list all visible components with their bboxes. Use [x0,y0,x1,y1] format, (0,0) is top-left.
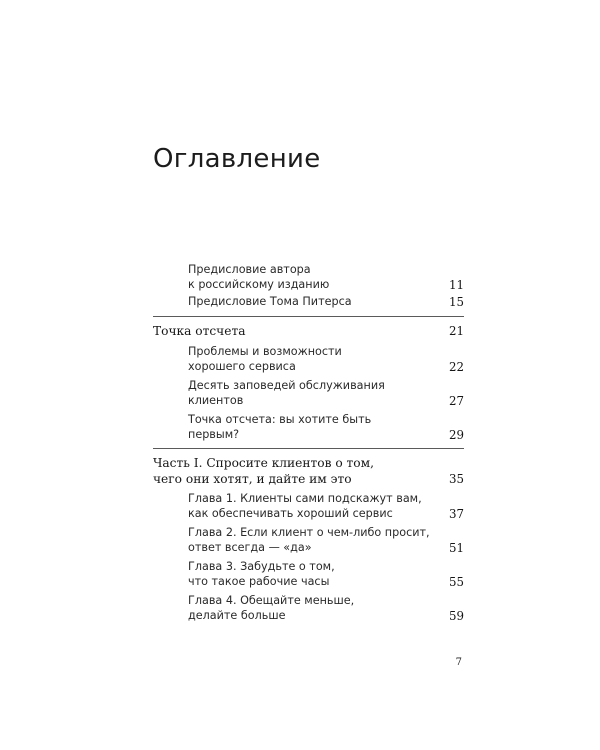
toc-page-number: 21 [448,324,464,338]
page-title: Оглавление [153,144,321,174]
toc-section-text [153,455,443,487]
toc-line: клиентов [188,394,244,407]
toc-entry-text [188,412,438,442]
toc-line: чего они хотят, и дайте им это [153,472,352,486]
toc-line: Глава 1. Клиенты сами подскажут вам, [188,492,422,505]
toc-line: Предисловие Тома Питерса [188,295,352,308]
toc-line: хорошего сервиса [188,360,296,373]
toc-line: к российскому изданию [188,278,330,291]
toc-line: ответ всегда — «да» [188,541,312,554]
toc-line: Глава 2. Если клиент о чем-либо просит, [188,526,430,539]
toc-entry-text [188,344,438,374]
toc-page-number: 22 [448,360,464,374]
toc-entry-text [188,491,438,521]
toc-page-number: 55 [448,575,464,589]
toc-page-number: 27 [448,394,464,408]
toc-entry-text [188,559,438,589]
toc-line: Предисловие автора [188,263,311,276]
toc-entry-text [188,525,438,555]
toc-page-number: 29 [448,428,464,442]
toc-page-number: 11 [448,278,464,292]
toc-page-number: 51 [448,541,464,555]
section-divider [153,448,464,449]
toc-line: что такое рабочие часы [188,575,330,588]
toc-line: как обеспечивать хороший сервис [188,507,393,520]
toc-line: Проблемы и возможности [188,345,342,358]
toc-line: Глава 3. Забудьте о том, [188,560,335,573]
toc-line: делайте больше [188,609,286,622]
toc-line: Точка отсчета: вы хотите быть [188,413,372,426]
toc-page-number: 37 [448,507,464,521]
toc-line: Глава 4. Обещайте меньше, [188,594,355,607]
toc-entry-text [188,593,438,623]
toc-page-number: 15 [448,295,464,309]
toc-entry-text [188,294,438,309]
toc-line: Точка отсчета [153,324,246,338]
toc-line: первым? [188,428,240,441]
page-number: 7 [455,657,462,668]
toc-line: Десять заповедей обслуживания [188,379,385,392]
toc-page-number: 59 [448,609,464,623]
toc-page-number: 35 [448,472,464,486]
toc-entry-text [188,378,438,408]
toc-entry-text [188,262,438,292]
toc-line: Часть I. Спросите клиентов о том, [153,456,374,470]
toc-section-text [153,323,443,339]
section-divider [153,316,464,317]
